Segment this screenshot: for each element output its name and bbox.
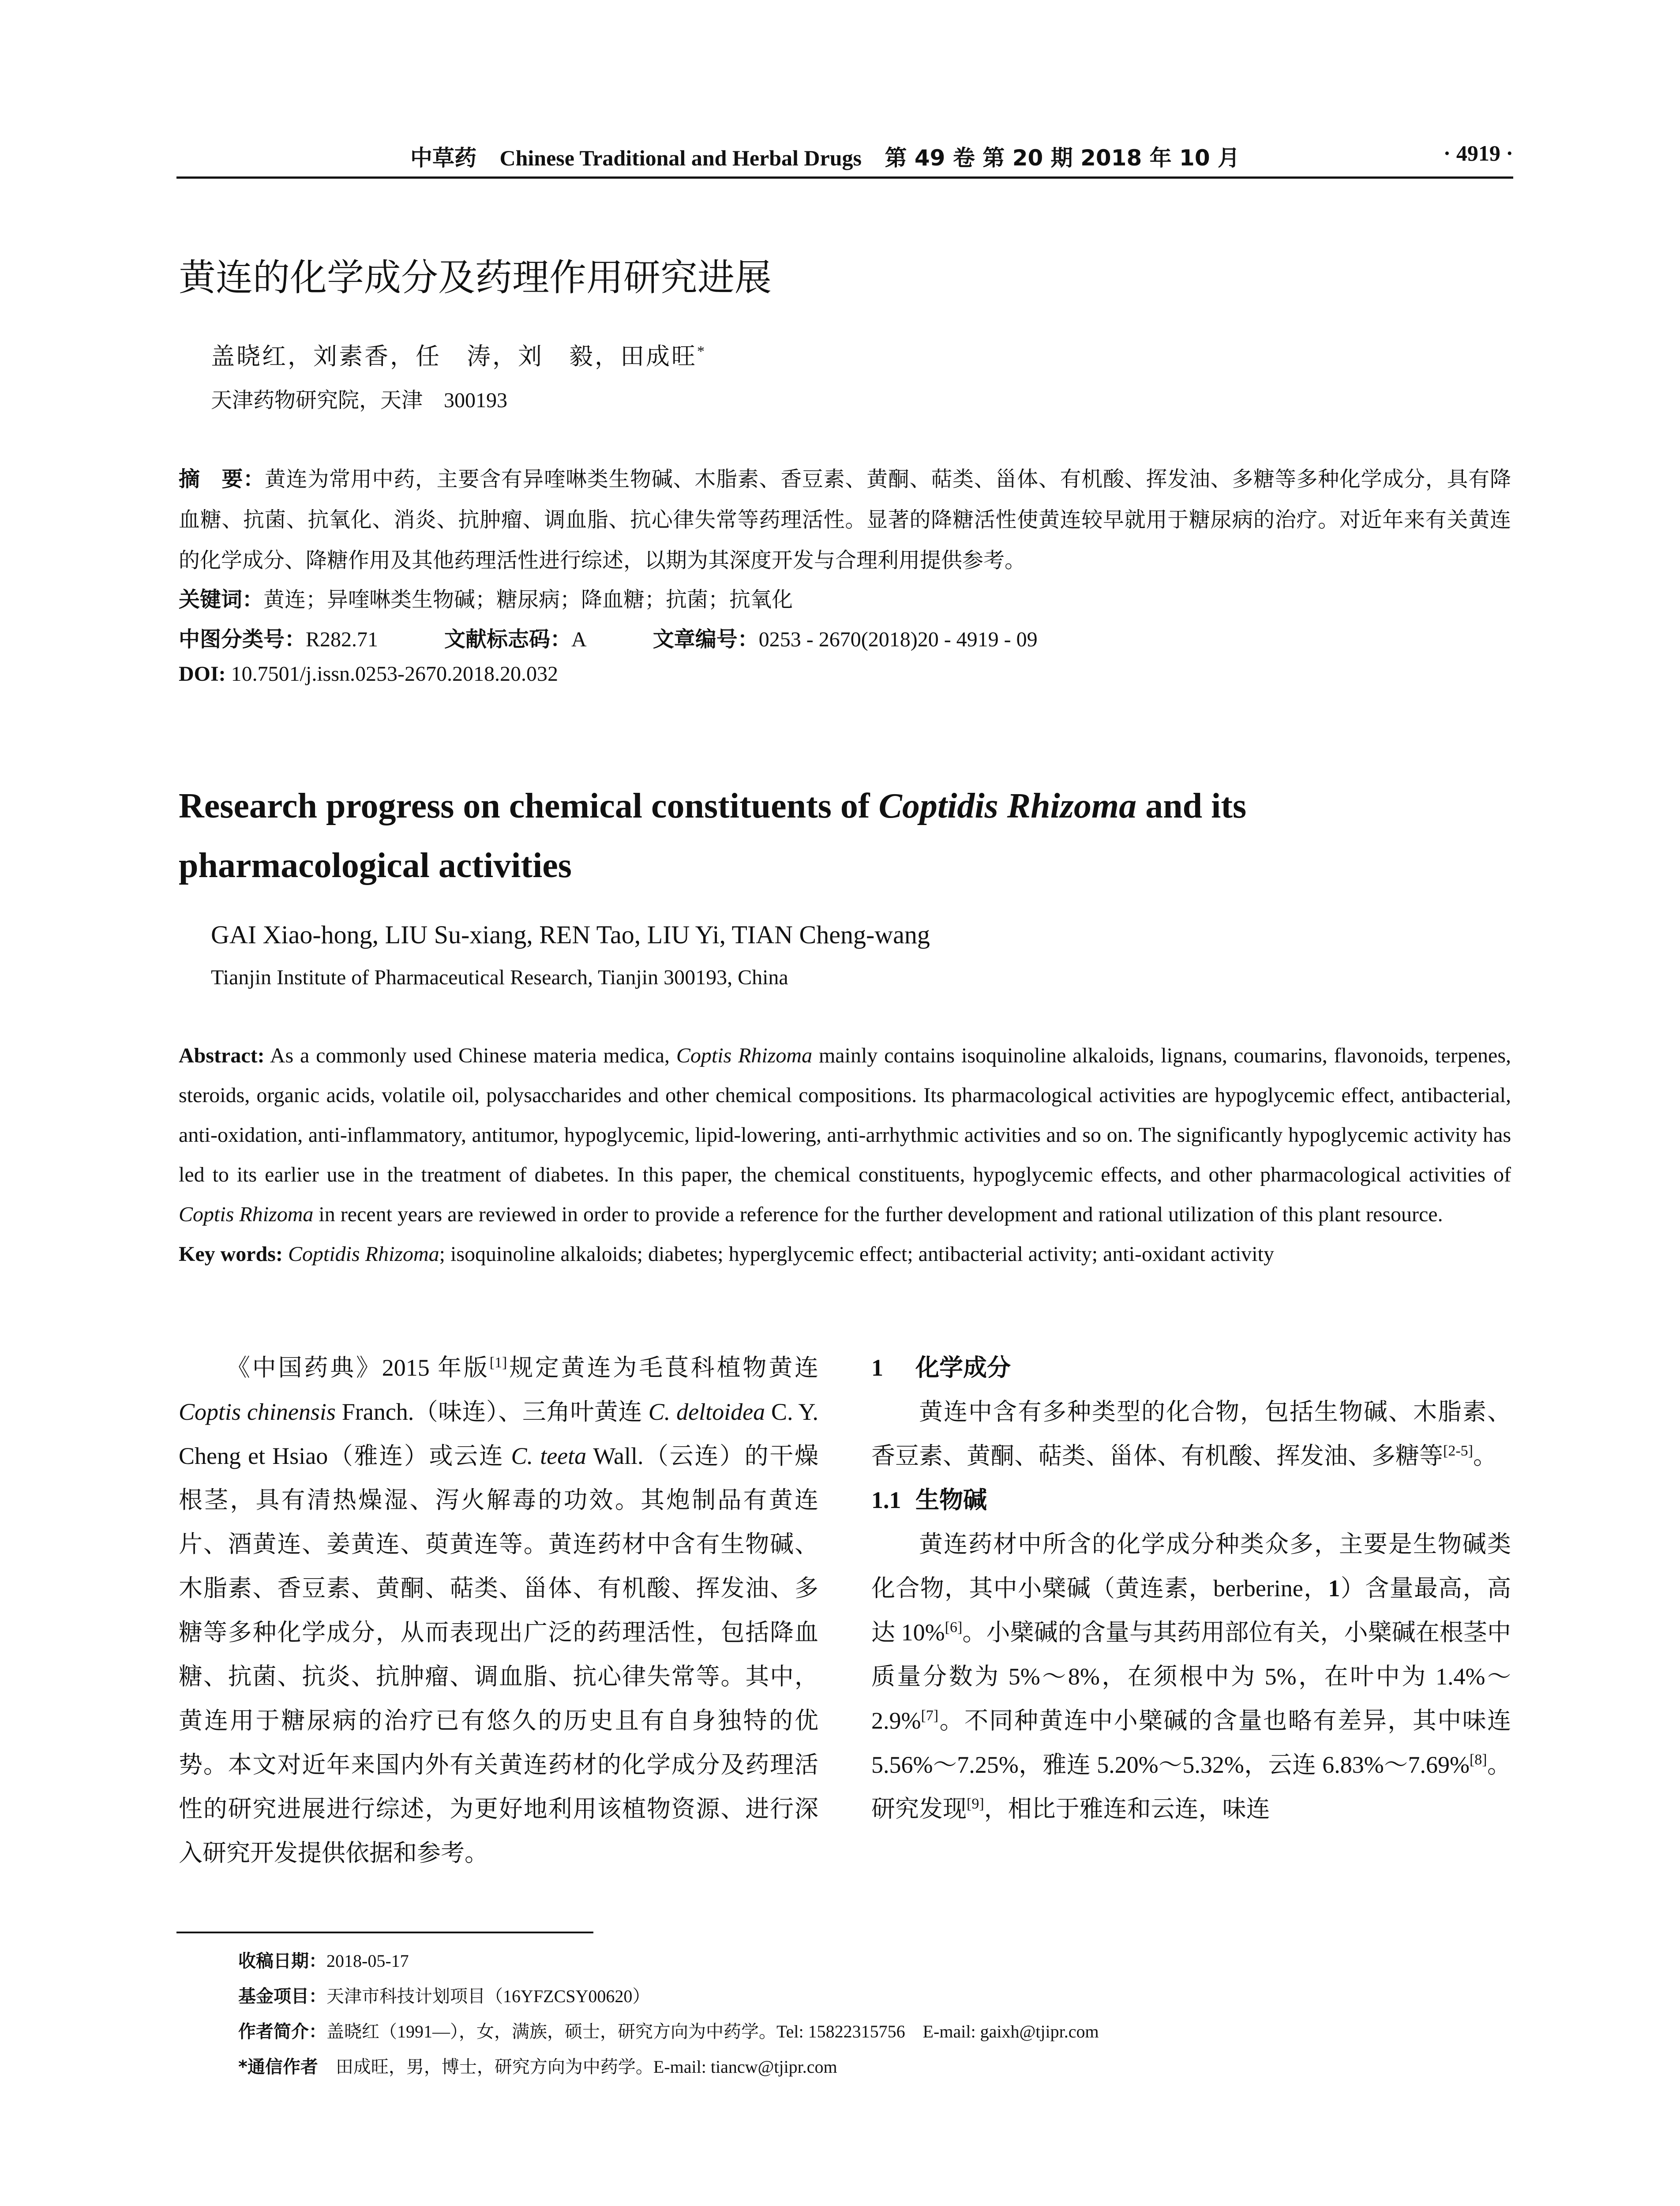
title-en bbox=[179, 777, 1502, 896]
section-number: 1 bbox=[871, 1354, 883, 1381]
footnote-corresponding bbox=[238, 2049, 1518, 2085]
footnote-received bbox=[238, 1943, 1518, 1979]
abstract-cn-label: 摘 要： bbox=[179, 467, 265, 491]
footnotes bbox=[238, 1943, 1518, 2085]
species-name: C. deltoidea bbox=[648, 1399, 765, 1425]
doc-code-value: A bbox=[571, 628, 587, 651]
footnote-label: 基金项目： bbox=[238, 1986, 326, 2007]
intro-text-2: 规定黄连为毛茛科植物黄连 bbox=[507, 1354, 818, 1381]
abstract-en bbox=[179, 1036, 1511, 1274]
corresponding-mark: * bbox=[697, 343, 706, 360]
intro-text-3: Franch.（味连）、三角叶黄连 bbox=[335, 1399, 649, 1425]
section-1-1-text-3: 。小檗碱的含量与其药用部位有关，小檗碱在根茎中质量分数为 5%～8%，在须根中为 5%，在叶中为 1.4%～2.9% bbox=[871, 1619, 1511, 1734]
doi-label: DOI: bbox=[179, 662, 226, 686]
keywords-en-italic: Coptidis Rhizoma bbox=[282, 1242, 439, 1266]
footnote-label: *通信作者 bbox=[238, 2057, 318, 2077]
fund-text: 天津市科技计划项目（16YFZCSY00620） bbox=[326, 1986, 650, 2006]
keywords-cn bbox=[179, 582, 793, 613]
abstract-en-italic2: Coptis Rhizoma bbox=[179, 1203, 314, 1226]
footnote-label: 收稿日期： bbox=[238, 1951, 326, 1971]
compound-number: 1 bbox=[1328, 1575, 1340, 1602]
footnote-author bbox=[238, 2014, 1518, 2049]
citation-ref[interactable]: [7] bbox=[921, 1707, 939, 1724]
corresponding-author-text: 田成旺，男，博士，研究方向为中药学。E-mail: tiancw@tjipr.com bbox=[318, 2057, 837, 2077]
clc-label: 中图分类号： bbox=[179, 627, 306, 652]
section-1-1-text-2: ）含量最高，高达 10% bbox=[871, 1575, 1511, 1646]
citation-ref[interactable]: [6] bbox=[945, 1619, 963, 1636]
abstract-en-text3: in recent years are reviewed in order to provide a reference for the further development and rational utilization of this plant resource. bbox=[313, 1203, 1443, 1226]
keywords-cn-label: 关键词： bbox=[179, 587, 264, 612]
running-header bbox=[176, 140, 1513, 172]
intro-text-4: C. Y. Cheng et Hsiao（雅连）或云连 bbox=[179, 1399, 818, 1469]
doc-code-label: 文献标志码： bbox=[444, 627, 572, 652]
section-1-end: 。 bbox=[1473, 1443, 1497, 1469]
authors-en: GAI Xiao-hong, LIU Su-xiang, REN Tao, LIU Yi, TIAN Cheng-wang bbox=[211, 920, 930, 949]
section-1-paragraph bbox=[871, 1390, 1511, 1478]
title-en-italic: Coptidis Rhizoma bbox=[878, 787, 1137, 825]
header-rule bbox=[176, 176, 1513, 179]
author-bio: 盖晓红（1991—），女，满族，硕士，研究方向为中药学。Tel: 15822315756 E-mail: gaixh@tjipr.com bbox=[326, 2022, 1099, 2041]
doi-line bbox=[179, 662, 558, 686]
abstract-en-label: Abstract: bbox=[179, 1044, 265, 1067]
section-1-1-text-5: 。研究发现 bbox=[871, 1752, 1511, 1822]
abstract-en-paragraph bbox=[179, 1036, 1511, 1234]
authors-cn bbox=[211, 338, 706, 371]
section-title: 生物碱 bbox=[915, 1486, 987, 1514]
journal-name-cn: 中草药 bbox=[410, 145, 476, 171]
section-1-1-paragraph bbox=[871, 1522, 1511, 1831]
intro-text-5: Wall.（云连）的干燥根茎，具有清热燥湿、泻火解毒的功效。其炮制品有黄连片、酒黄连、姜黄连、萸黄连等。黄连药材中含有生物碱、木脂素、香豆素、黄酮、萜类、甾体、有机酸、挥发油、多糖等多种化学成分，从而表现出广泛的药理活性，包括降血糖、抗菌、抗炎、抗肿瘤、调血脂、抗心律失常等。其中，黄连用于糖尿病的治疗已有悠久的历史且有自身独特的优势。本文对近年来国内外有关黄连药材的化学成分及药理活性的研究进展进行综述，为更好地利用该植物资源、进行深入研究开发提供依据和参考。 bbox=[179, 1443, 818, 1866]
title-en-part1: Research progress on chemical constituents of bbox=[179, 787, 879, 825]
received-date: 2018-05-17 bbox=[326, 1951, 409, 1971]
title-cn: 黄连的化学成分及药理作用研究进展 bbox=[179, 256, 772, 299]
species-name: Coptis chinensis bbox=[179, 1399, 336, 1425]
journal-name-en: Chinese Traditional and Herbal Drugs bbox=[499, 146, 862, 170]
body-left-column bbox=[179, 1346, 818, 1875]
body-right-column bbox=[871, 1346, 1511, 1831]
intro-paragraph bbox=[179, 1346, 818, 1875]
keywords-en-text: ; isoquinoline alkaloids; diabetes; hyperglycemic effect; antibacterial activity; anti-oxidant activity bbox=[439, 1242, 1274, 1266]
keywords-cn-text: 黄连；异喹啉类生物碱；糖尿病；降血糖；抗菌；抗氧化 bbox=[263, 588, 793, 612]
keywords-en bbox=[179, 1234, 1511, 1274]
abstract-en-text1: As a commonly used Chinese materia medica, bbox=[264, 1044, 676, 1067]
section-heading-1-1 bbox=[871, 1478, 1511, 1522]
doi-value[interactable]: 10.7501/j.issn.0253-2670.2018.20.032 bbox=[231, 662, 559, 686]
issue-info: 第 49 卷 第 20 期 2018 年 10 月 bbox=[885, 145, 1240, 171]
title-en-part2: and its pharmacological activities bbox=[179, 787, 1247, 885]
section-heading-1 bbox=[871, 1346, 1511, 1390]
article-no-label: 文章编号： bbox=[652, 627, 759, 652]
section-1-1-text-1: 黄连药材中所含的化学成分种类众多，主要是生物碱类化合物，其中小檗碱（黄连素，berberine， bbox=[871, 1531, 1511, 1602]
section-1-1-text-4: 。不同种黄连中小檗碱的含量也略有差异，其中味连 5.56%～7.25%，雅连 5.20%～5.32%，云连 6.83%～7.69% bbox=[871, 1707, 1511, 1778]
footnote-fund bbox=[238, 1979, 1518, 2014]
citation-ref[interactable]: [2-5] bbox=[1443, 1443, 1473, 1459]
classification-line bbox=[179, 622, 1038, 653]
section-1-text: 黄连中含有多种类型的化合物，包括生物碱、木脂素、香豆素、黄酮、萜类、甾体、有机酸、挥发油、多糖等 bbox=[871, 1399, 1511, 1469]
abstract-en-text2: mainly contains isoquinoline alkaloids, lignans, coumarins, flavonoids, terpenes, steroids, organic acids, volatile oil, polysaccharides and other chemical compositions. Its pharmacological activities are hypoglycemic effect, antibacterial, anti-oxidation, anti-inflammatory, antitumor, hypoglycemic, lipid-lowering, anti-arrhythmic activities and so on. The significantly hypoglycemic activity has led to its earlier use in the treatment of diabetes. In this paper, the chemical constituents, hypoglycemic effects, and other pharmacological activities of bbox=[179, 1044, 1511, 1186]
abstract-cn-text: 黄连为常用中药，主要含有异喹啉类生物碱、木脂素、香豆素、黄酮、萜类、甾体、有机酸、挥发油、多糖等多种化学成分，具有降血糖、抗菌、抗氧化、消炎、抗肿瘤、调血脂、抗心律失常等药理活性。显著的降糖活性使黄连较早就用于糖尿病的治疗。对近年来有关黄连的化学成分、降糖作用及其他药理活性进行综述，以期为其深度开发与合理利用提供参考。 bbox=[179, 468, 1511, 572]
keywords-en-label: Key words: bbox=[179, 1242, 283, 1266]
page-number: · 4919 · bbox=[1443, 141, 1513, 165]
footnote-label: 作者简介： bbox=[238, 2022, 326, 2042]
running-header-center bbox=[410, 140, 1240, 172]
citation-ref[interactable]: [9] bbox=[967, 1796, 984, 1812]
intro-text-1: 《中国药典》2015 年版 bbox=[226, 1354, 490, 1381]
abstract-en-italic1: Coptis Rhizoma bbox=[676, 1044, 813, 1067]
clc-value: R282.71 bbox=[306, 628, 379, 651]
citation-ref[interactable]: [8] bbox=[1469, 1752, 1487, 1768]
citation-ref[interactable]: [1] bbox=[489, 1354, 507, 1371]
section-1-1-text-6: ，相比于雅连和云连，味连 bbox=[984, 1796, 1270, 1822]
species-name: C. teeta bbox=[511, 1443, 587, 1469]
authors-cn-names: 盖晓红，刘素香，任 涛，刘 毅，田成旺 bbox=[211, 343, 697, 370]
footnote-rule bbox=[176, 1932, 593, 1933]
affiliation-cn: 天津药物研究院，天津 300193 bbox=[211, 389, 508, 412]
section-number: 1.1 bbox=[871, 1487, 901, 1513]
abstract-cn bbox=[179, 459, 1511, 581]
article-no-value: 0253 - 2670(2018)20 - 4919 - 09 bbox=[758, 628, 1038, 651]
affiliation-en: Tianjin Institute of Pharmaceutical Research, Tianjin 300193, China bbox=[211, 966, 788, 989]
section-title: 化学成分 bbox=[915, 1354, 1011, 1381]
